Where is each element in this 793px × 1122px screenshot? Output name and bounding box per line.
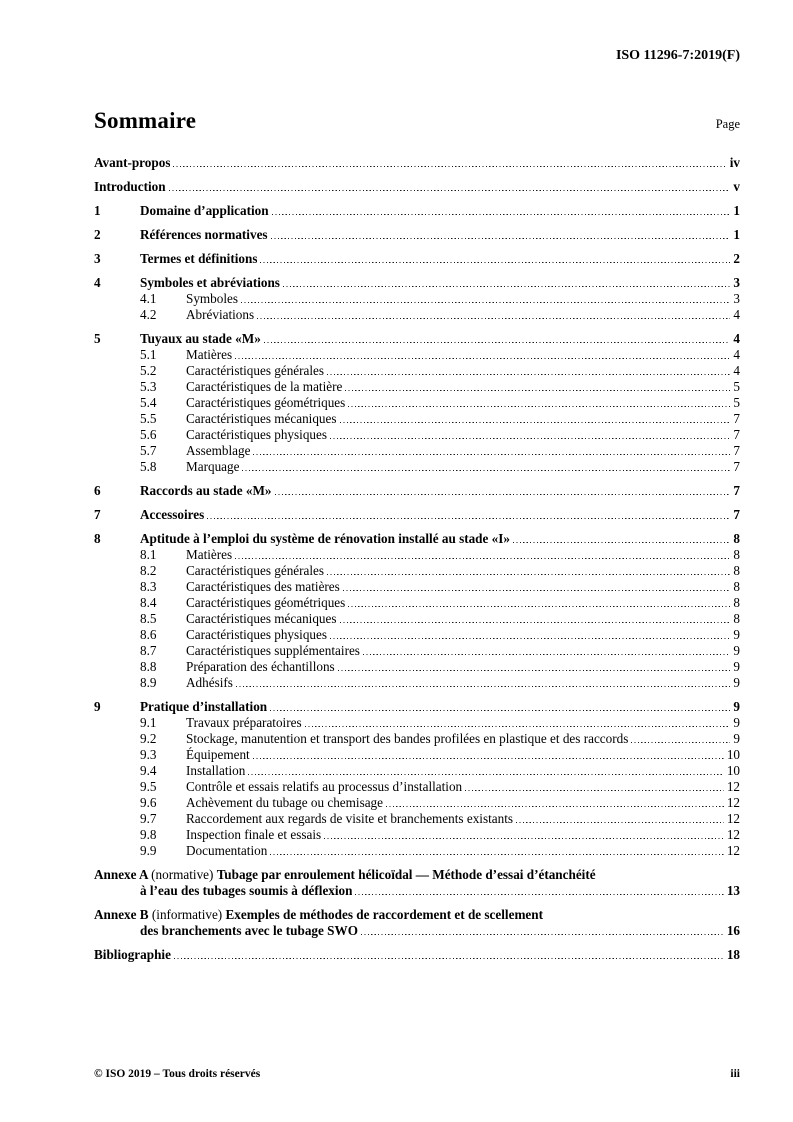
toc-entry-number: 9	[94, 699, 101, 714]
dot-leader	[253, 443, 730, 459]
toc-entry-label	[186, 395, 345, 411]
toc-entry-label-part: Préparation des échantillons	[186, 659, 335, 674]
toc-entry-page: 16	[726, 923, 740, 938]
toc-entry-label-part: Matières	[186, 347, 233, 362]
dot-leader	[241, 291, 730, 307]
dot-leader	[327, 363, 730, 379]
toc-entry-label-part: Caractéristiques physiques	[186, 627, 327, 642]
toc-entry-label	[186, 843, 267, 859]
toc-entry	[94, 203, 740, 219]
toc-entry-number: 9.2	[140, 731, 157, 746]
toc-entry-label-part: Symboles	[186, 291, 239, 306]
toc-entry-number: 1	[94, 203, 101, 218]
toc-entry-number: 5	[94, 331, 101, 346]
toc-entry-page: 12	[726, 827, 740, 842]
toc-entry-label-part: Exemples de méthodes de raccordement et de scellement	[225, 907, 544, 922]
toc-entry-page: 8	[733, 611, 740, 626]
toc-entry	[94, 411, 740, 427]
toc-entry-label-part: Bibliographie	[94, 947, 171, 962]
toc-entry-label	[186, 627, 327, 643]
toc-entry	[94, 883, 740, 899]
dot-leader	[236, 675, 731, 691]
page-number: iii	[730, 1068, 740, 1080]
toc-entry-number: 4.1	[140, 291, 157, 306]
toc-entry-page: 4	[733, 331, 740, 346]
toc-entry-label-part: Abréviations	[186, 307, 255, 322]
dot-leader	[340, 611, 731, 627]
toc-entry-number: 9.8	[140, 827, 157, 842]
toc-entry	[94, 779, 740, 795]
toc-entry	[94, 179, 740, 195]
toc-entry-label-part: Pratique d’installation	[140, 699, 268, 714]
toc-entry-label	[186, 379, 342, 395]
toc-entry-label	[140, 883, 352, 899]
toc-entry-label-part: Tubage par enroulement hélicoïdal — Méthode d’essai d’étanchéité	[216, 867, 596, 882]
toc-entry-page: 7	[733, 427, 740, 442]
toc-entry-label	[140, 275, 280, 291]
toc-entry-label	[140, 251, 257, 267]
toc-entry-page: 9	[733, 659, 740, 674]
toc-entry-label-part: Raccordement aux regards de visite et branchements existants	[186, 811, 514, 826]
toc-entry-page: 9	[733, 643, 740, 658]
toc-entry-label-part: Achèvement du tubage ou chemisage	[186, 795, 384, 810]
dot-leader	[248, 763, 723, 779]
toc-entry-label	[186, 443, 250, 459]
toc-entry-label	[186, 347, 232, 363]
toc-entry-label	[186, 411, 337, 427]
toc-entry-label-part: Adhésifs	[186, 675, 233, 690]
toc-entry-label-part: Caractéristiques mécaniques	[186, 611, 337, 626]
toc-entry-label	[186, 643, 360, 659]
dot-leader	[275, 483, 731, 499]
toc-entry-number: 7	[94, 507, 101, 522]
toc-entry-label	[140, 227, 268, 243]
toc-entry-label	[140, 531, 510, 547]
toc-entry-label	[186, 291, 238, 307]
toc-entry-number: 6	[94, 483, 101, 498]
dot-leader	[348, 595, 730, 611]
toc-entry	[94, 827, 740, 843]
toc-entry	[94, 483, 740, 499]
toc-entry-label-part: Inspection finale et essais	[186, 827, 322, 842]
toc-entry-label-part: Matières	[186, 547, 233, 562]
toc-entry-number: 5.7	[140, 443, 157, 458]
dot-leader	[235, 547, 730, 563]
dot-leader	[348, 395, 730, 411]
toc-entry	[94, 715, 740, 731]
toc-entry-label-part: Accessoires	[140, 507, 205, 522]
toc-entry	[94, 275, 740, 291]
toc-entry-label-part: Annexe B	[94, 907, 152, 922]
toc-entry-label	[94, 155, 170, 171]
dot-leader	[363, 643, 730, 659]
toc-entry	[94, 395, 740, 411]
toc-entry-number: 8.5	[140, 611, 157, 626]
toc-entry-label-part: Caractéristiques générales	[186, 563, 325, 578]
dot-leader	[257, 307, 730, 323]
toc-entry-page: 5	[733, 395, 740, 410]
toc-entry-page: 9	[733, 731, 740, 746]
toc-entry-label-part: Domaine d’application	[140, 203, 269, 218]
toc-entry-label-part: Introduction	[94, 179, 166, 194]
toc-entry-number: 4	[94, 275, 101, 290]
toc-entry-label	[140, 507, 204, 523]
toc-entry-page: 9	[733, 715, 740, 730]
toc-entry-page: 7	[733, 443, 740, 458]
toc-entry-number: 9.3	[140, 747, 157, 762]
toc-entry-label-part: Raccords au stade «M»	[140, 483, 272, 498]
dot-leader	[631, 731, 730, 747]
toc-entry	[94, 923, 740, 939]
toc-entry-page: v	[733, 179, 740, 194]
toc-entry-page: 4	[733, 363, 740, 378]
toc-entry-number: 8.1	[140, 547, 157, 562]
page-column-label: Page	[715, 117, 740, 131]
toc-entry-page: 3	[733, 291, 740, 306]
dot-leader	[340, 411, 731, 427]
toc-entry	[94, 443, 740, 459]
toc-entry-number: 2	[94, 227, 101, 242]
toc-entry-label-part: Stockage, manutention et transport des bandes profilées en plastique et des raccords	[186, 731, 629, 746]
toc-entry-number: 8.8	[140, 659, 157, 674]
toc-entry	[94, 699, 740, 715]
toc-entry-page: 4	[733, 347, 740, 362]
toc-entries	[94, 155, 740, 963]
toc-entry	[94, 347, 740, 363]
toc-entry-page: 12	[726, 843, 740, 858]
page-footer	[94, 1068, 740, 1080]
toc-entry	[94, 155, 740, 171]
dot-leader	[264, 331, 731, 347]
dot-leader	[513, 531, 730, 547]
toc-entry-label	[94, 947, 171, 963]
dot-leader	[242, 459, 730, 475]
toc-entry	[94, 427, 740, 443]
toc-entry-label	[140, 923, 358, 939]
toc-entry-label-part: Termes et définitions	[140, 251, 258, 266]
toc-entry-page: 2	[733, 251, 740, 266]
toc-entry	[94, 907, 740, 923]
toc-entry-label	[186, 763, 245, 779]
toc-entry	[94, 595, 740, 611]
dot-leader	[386, 795, 724, 811]
toc-entry-number: 9.7	[140, 811, 157, 826]
toc-entry-page: 1	[733, 203, 740, 218]
toc-entry	[94, 763, 740, 779]
dot-leader	[174, 947, 724, 963]
toc-entry-page: iv	[729, 155, 740, 170]
toc-entry-label	[186, 427, 327, 443]
toc-entry-page: 13	[726, 883, 740, 898]
toc-entry-page: 8	[733, 579, 740, 594]
toc-entry-label-part: Références normatives	[140, 227, 268, 242]
toc-entry-label-part: Caractéristiques supplémentaires	[186, 643, 360, 658]
toc-entry-number: 9.4	[140, 763, 157, 778]
toc-entry-page: 1	[733, 227, 740, 242]
toc-entry-label-part: Marquage	[186, 459, 240, 474]
toc-entry-label-part: Équipement	[186, 747, 250, 762]
toc-entry-page: 7	[733, 411, 740, 426]
toc-entry	[94, 675, 740, 691]
toc-entry	[94, 643, 740, 659]
toc-entry-number: 8	[94, 531, 101, 546]
toc-entry-page: 8	[733, 531, 740, 546]
toc-entry-number: 8.2	[140, 563, 157, 578]
toc-entry-label	[186, 675, 233, 691]
toc-entry-page: 10	[726, 763, 740, 778]
dot-leader	[169, 179, 731, 195]
toc-entry-label	[186, 795, 383, 811]
toc-entry	[94, 795, 740, 811]
toc-entry-label-part: Caractéristiques géométriques	[186, 395, 346, 410]
toc-entry-page: 10	[726, 747, 740, 762]
dot-leader	[272, 203, 731, 219]
toc-entry-label-part: Documentation	[186, 843, 268, 858]
toc-entry-number: 8.6	[140, 627, 157, 642]
dot-leader	[260, 251, 730, 267]
toc-entry-label	[186, 595, 345, 611]
toc-entry-label	[140, 331, 261, 347]
toc-entry-label	[94, 907, 543, 923]
dot-leader	[173, 155, 726, 171]
toc-entry-label-part: Caractéristiques de la matière	[186, 379, 343, 394]
toc-entry-number: 5.4	[140, 395, 157, 410]
document-reference: ISO 11296-7:2019(F)	[615, 48, 740, 63]
toc-entry-number: 8.4	[140, 595, 157, 610]
toc-entry-page: 7	[733, 483, 740, 498]
toc-entry-page: 5	[733, 379, 740, 394]
toc-entry-number: 8.9	[140, 675, 157, 690]
toc-entry-page: 8	[733, 563, 740, 578]
toc-entry-label	[94, 179, 166, 195]
toc-entry	[94, 307, 740, 323]
toc-entry-label	[186, 715, 302, 731]
toc-entry-label-part: Aptitude à l’emploi du système de rénovation installé au stade «I»	[140, 531, 510, 546]
toc-entry	[94, 659, 740, 675]
toc-entry-number: 9.9	[140, 843, 157, 858]
toc-entry-label	[186, 307, 254, 323]
toc-entry-label	[140, 203, 269, 219]
toc-entry-number: 9.1	[140, 715, 157, 730]
dot-leader	[327, 563, 730, 579]
toc-entry-label	[186, 579, 340, 595]
toc-entry-label-part: Caractéristiques physiques	[186, 427, 327, 442]
toc-header	[94, 108, 740, 134]
toc-entry-label-part: (informative)	[151, 907, 226, 922]
toc-entry-label	[186, 779, 462, 795]
toc-entry-number: 9.5	[140, 779, 157, 794]
toc-entry	[94, 331, 740, 347]
toc-entry	[94, 507, 740, 523]
toc-entry-label-part: Symboles et abréviations	[140, 275, 280, 290]
toc-entry-label	[186, 363, 324, 379]
dot-leader	[283, 275, 730, 291]
toc-entry-number: 5.8	[140, 459, 157, 474]
dot-leader	[271, 227, 731, 243]
toc-entry	[94, 867, 740, 883]
toc-entry	[94, 251, 740, 267]
toc-entry-page: 9	[733, 675, 740, 690]
toc-entry-page: 18	[726, 947, 740, 962]
toc-entry	[94, 363, 740, 379]
toc-entry-label	[186, 827, 321, 843]
copyright-notice: © ISO 2019 – Tous droits réservés	[94, 1068, 261, 1080]
toc-entry-label-part: Caractéristiques générales	[186, 363, 325, 378]
dot-leader	[305, 715, 731, 731]
toc-entry	[94, 563, 740, 579]
dot-leader	[235, 347, 730, 363]
dot-leader	[207, 507, 730, 523]
toc-entry-number: 9.6	[140, 795, 157, 810]
toc-entry-number: 8.7	[140, 643, 157, 658]
toc-entry-label-part: Caractéristiques géométriques	[186, 595, 346, 610]
toc-entry	[94, 547, 740, 563]
toc-entry-label	[140, 699, 267, 715]
dot-leader	[330, 627, 730, 643]
dot-leader	[338, 659, 731, 675]
toc-entry-label-part: à l’eau des tubages soumis à déflexion	[140, 883, 353, 898]
toc-entry-number: 5.6	[140, 427, 157, 442]
toc-entry-label	[186, 731, 628, 747]
dot-leader	[330, 427, 730, 443]
dot-leader	[361, 923, 724, 939]
toc-entry-page: 9	[733, 699, 740, 714]
toc-entry-label	[186, 563, 324, 579]
dot-leader	[270, 699, 730, 715]
toc-entry-page: 8	[733, 547, 740, 562]
toc-entry	[94, 947, 740, 963]
toc-entry	[94, 747, 740, 763]
toc-entry-page: 12	[726, 779, 740, 794]
toc-entry-label-part: Avant-propos	[94, 155, 171, 170]
toc-entry	[94, 531, 740, 547]
dot-leader	[516, 811, 724, 827]
toc-entry-number: 5.1	[140, 347, 157, 362]
toc-entry-label	[186, 659, 335, 675]
dot-leader	[465, 779, 724, 795]
toc-entry-label-part: des branchements avec le tubage SWO	[140, 923, 358, 938]
toc-entry-label-part: Installation	[186, 763, 246, 778]
toc-entry-page: 12	[726, 795, 740, 810]
toc-entry-label-part: (normative)	[151, 867, 217, 882]
toc-entry	[94, 627, 740, 643]
toc-entry	[94, 731, 740, 747]
dot-leader	[355, 883, 723, 899]
toc-entry-number: 5.2	[140, 363, 157, 378]
toc-entry	[94, 579, 740, 595]
toc-entry-label-part: Caractéristiques mécaniques	[186, 411, 337, 426]
toc-entry-label-part: Annexe A	[94, 867, 152, 882]
toc-entry	[94, 811, 740, 827]
toc-entry	[94, 843, 740, 859]
toc-entry-number: 5.3	[140, 379, 157, 394]
toc-entry-label-part: Travaux préparatoires	[186, 715, 302, 730]
toc-entry-page: 3	[733, 275, 740, 290]
toc-entry-label	[140, 483, 272, 499]
toc-entry	[94, 611, 740, 627]
dot-leader	[324, 827, 724, 843]
toc-entry-label	[94, 867, 596, 883]
toc-entry-page: 8	[733, 595, 740, 610]
toc-entry-number: 5.5	[140, 411, 157, 426]
toc-entry-label	[186, 811, 513, 827]
toc-entry	[94, 459, 740, 475]
toc-entry-number: 8.3	[140, 579, 157, 594]
toc-entry-label-part: Contrôle et essais relatifs au processus d’installation	[186, 779, 463, 794]
toc-entry-label	[186, 547, 232, 563]
toc-entry-page: 7	[733, 507, 740, 522]
toc-entry-page: 7	[733, 459, 740, 474]
toc-entry-label	[186, 747, 250, 763]
toc-title: Sommaire	[94, 108, 197, 133]
dot-leader	[253, 747, 724, 763]
toc-entry-label	[186, 459, 239, 475]
dot-leader	[343, 579, 731, 595]
dot-leader	[270, 843, 724, 859]
toc-entry	[94, 227, 740, 243]
toc-entry-number: 3	[94, 251, 101, 266]
toc-entry	[94, 291, 740, 307]
dot-leader	[345, 379, 730, 395]
toc-entry-page: 12	[726, 811, 740, 826]
toc-entry-number: 4.2	[140, 307, 157, 322]
toc-entry	[94, 379, 740, 395]
toc-entry-page: 4	[733, 307, 740, 322]
toc-entry-label	[186, 611, 337, 627]
toc-entry-page: 9	[733, 627, 740, 642]
toc-entry-label-part: Assemblage	[186, 443, 251, 458]
toc-entry-label-part: Caractéristiques des matières	[186, 579, 340, 594]
toc-entry-label-part: Tuyaux au stade «M»	[140, 331, 261, 346]
